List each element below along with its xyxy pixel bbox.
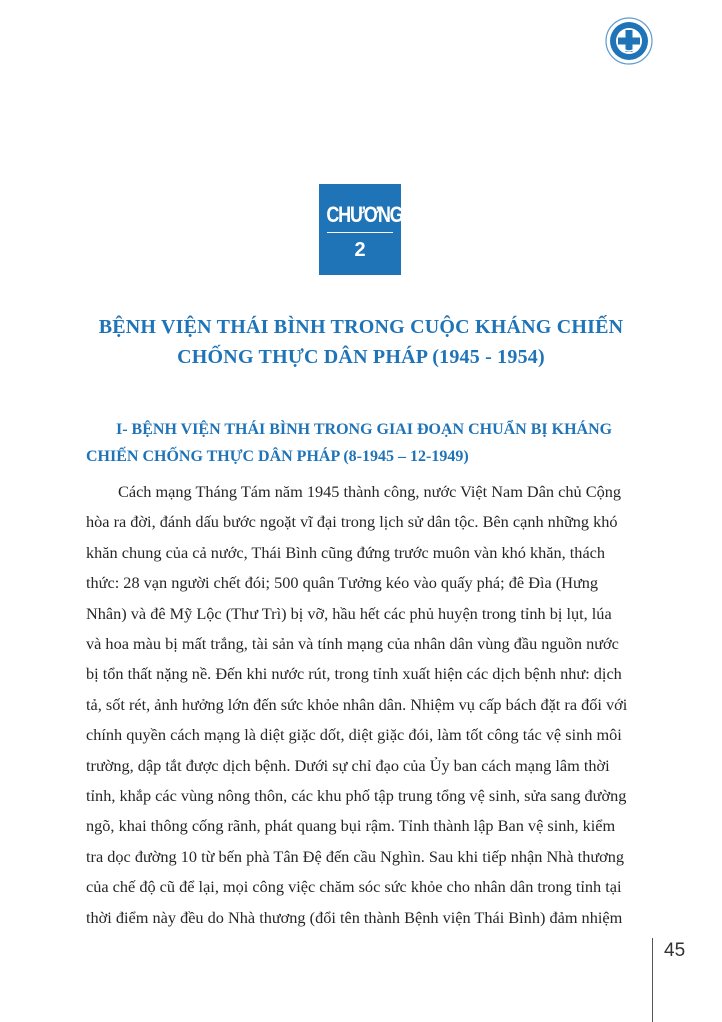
page-number: 45 [664, 940, 686, 961]
body-line: Cách mạng Tháng Tám năm 1945 thành công, nước Việt Nam Dân chủ Cộng [118, 482, 621, 501]
chapter-badge [319, 184, 401, 275]
body-line: trường, dập tắt được dịch bệnh. Dưới sự chỉ đạo của Ủy ban cách mạng lâm thời [86, 755, 610, 775]
chapter-number: 2 [354, 239, 366, 261]
hospital-logo-icon [604, 16, 654, 66]
chapter-title-line-1: BỆNH VIỆN THÁI BÌNH TRONG CUỘC KHÁNG CHIẾN [98, 316, 624, 338]
body-line: bị tổn thất nặng nề. Đến khi nước rút, trong tỉnh xuất hiện các dịch bệnh như: dịch [86, 664, 622, 684]
section-heading-line-1: I- BỆNH VIỆN THÁI BÌNH TRONG GIAI ĐOẠN CHUẨN BỊ KHÁNG [116, 421, 613, 438]
chapter-divider [327, 232, 393, 233]
body-line: tỉnh, khắp các vùng nông thôn, các khu phố tập trung tổng vệ sinh, sửa sang đường [86, 786, 627, 806]
chapter-label: CHƯƠNG [326, 202, 403, 227]
body-line: Nhân) và đê Mỹ Lộc (Thư Trì) bị vỡ, hầu hết các phủ huyện trong tỉnh bị lụt, lúa [86, 603, 612, 623]
chapter-title-line-2: CHỐNG THỰC DÂN PHÁP (1945 - 1954) [177, 346, 545, 368]
section-heading [86, 416, 676, 470]
body-line: ngõ, khai thông cống rãnh, phát quang bụi rậm. Tỉnh thành lập Ban vệ sinh, kiểm [86, 816, 616, 836]
page-number-divider [652, 938, 653, 1022]
body-line: thời điểm này đều do Nhà thương (đổi tên thành Bệnh viện Thái Bình) đảm nhiệm [86, 907, 623, 927]
body-line: hòa ra đời, đánh dấu bước ngoặt vĩ đại trong lịch sử dân tộc. Bên cạnh những khó [86, 512, 618, 532]
body-line: khăn chung của cả nước, Thái Bình cũng đứng trước muôn vàn khó khăn, thách [86, 542, 606, 562]
body-paragraph [86, 477, 656, 933]
body-line: chính quyền cách mạng là diệt giặc dốt, diệt giặc đói, làm tốt công tác vệ sinh môi [86, 725, 622, 745]
body-line: thức: 28 vạn người chết đói; 500 quân Tưởng kéo vào quấy phá; đê Đìa (Hưng [86, 573, 599, 593]
section-heading-line-2: CHIẾN CHỐNG THỰC DÂN PHÁP (8-1945 – 12-1949) [86, 448, 469, 465]
body-line: của chế độ cũ để lại, mọi công việc chăm sóc sức khỏe cho nhân dân trong tỉnh tại [86, 877, 622, 897]
body-line: và hoa màu bị mất trắng, tài sản và tính mạng của nhân dân vùng đầu nguồn nước [86, 634, 619, 654]
body-line: tra dọc đường 10 từ bến phà Tân Đệ đến cầu Nghìn. Sau khi tiếp nhận Nhà thương [86, 846, 625, 866]
chapter-title [40, 312, 682, 372]
body-line: tả, sốt rét, ảnh hưởng lớn đến sức khỏe nhân dân. Nhiệm vụ cấp bách đặt ra đối với [86, 694, 628, 714]
